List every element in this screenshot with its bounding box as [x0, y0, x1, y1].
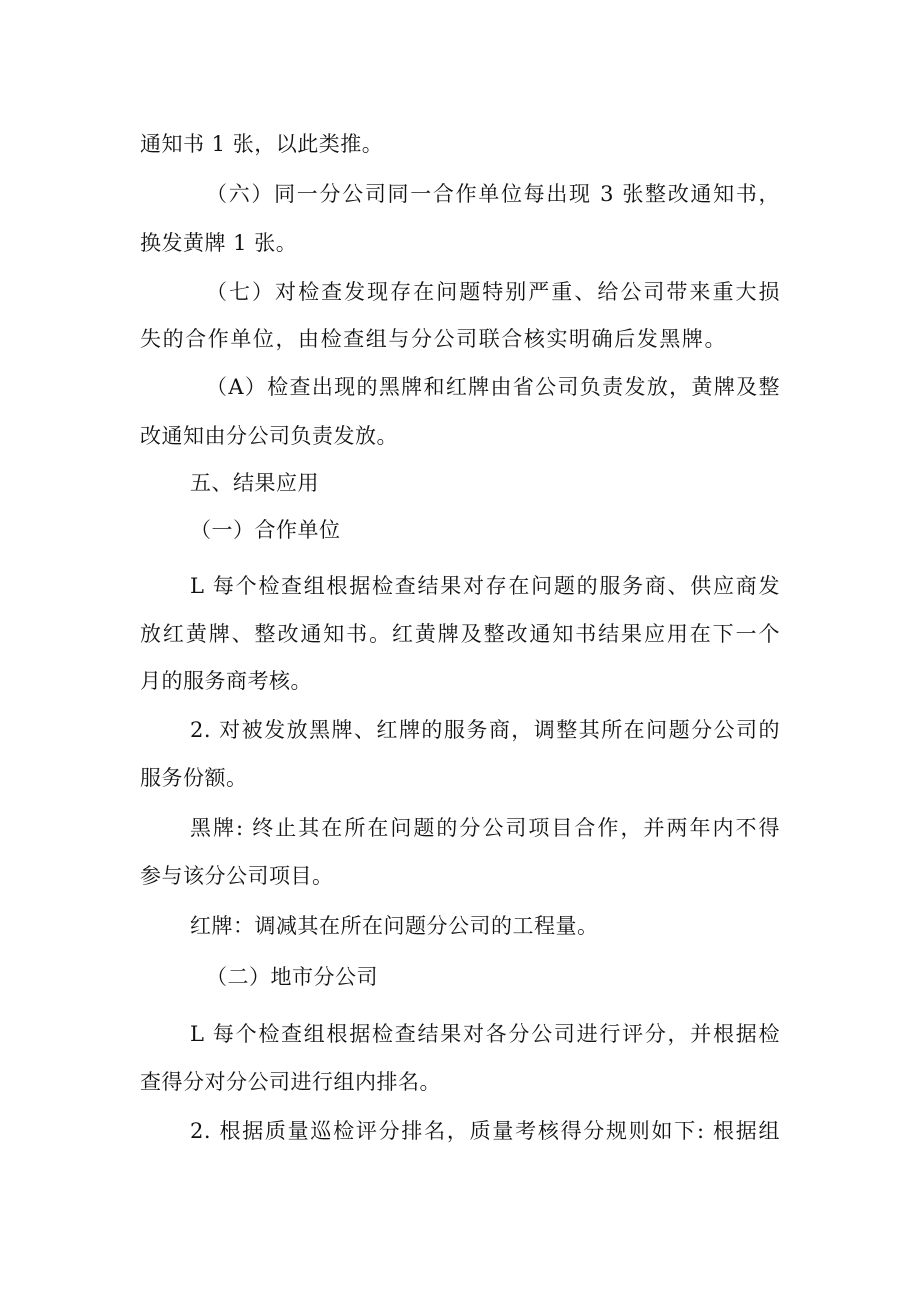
paragraph-line: 放红黄牌、整改通知书。红黄牌及整改通知书结果应用在下一个 — [140, 622, 780, 646]
paragraph-line: 通知书 1 张，以此类推。 — [140, 132, 384, 156]
paragraph-line: 参与该分公司项目。 — [140, 864, 334, 888]
paragraph-line: 月的服务商考核。 — [140, 669, 312, 693]
paragraph-line: 2. 对被发放黑牌、红牌的服务商，调整其所在问题分公司的 — [190, 718, 780, 742]
paragraph-line: （A）检查出现的黑牌和红牌由省公司负责发放，黄牌及整 — [206, 375, 780, 399]
paragraph-line: 服务份额。 — [140, 766, 248, 790]
paragraph-line: 查得分对分公司进行组内排名。 — [140, 1070, 441, 1094]
paragraph-line: 2. 根据质量巡检评分排名，质量考核得分规则如下: 根据组 — [190, 1119, 780, 1143]
paragraph-line: 黑牌: 终止其在所在问题的分公司项目合作，并两年内不得 — [190, 816, 780, 840]
subsection-heading: （二）地市分公司 — [206, 965, 378, 989]
paragraph-line: 换发黄牌 1 张。 — [140, 231, 298, 255]
paragraph-line: （七）对检查发现存在问题特别严重、给公司带来重大损 — [206, 280, 780, 304]
subsection-heading: （一）合作单位 — [190, 518, 341, 542]
paragraph-line: L 每个检查组根据检查结果对存在问题的服务商、供应商发 — [190, 574, 780, 598]
paragraph-line: 改通知由分公司负责发放。 — [140, 424, 398, 448]
paragraph-line: （六）同一分公司同一合作单位每出现 3 张整改通知书， — [206, 182, 780, 206]
paragraph-line: 红牌：调减其在所在问题分公司的工程量。 — [190, 914, 599, 938]
paragraph-line: 失的合作单位，由检查组与分公司联合核实明确后发黑牌。 — [140, 327, 726, 351]
paragraph-line: L 每个检查组根据检查结果对各分公司进行评分，并根据检 — [190, 1022, 780, 1046]
section-heading: 五、结果应用 — [190, 471, 319, 495]
